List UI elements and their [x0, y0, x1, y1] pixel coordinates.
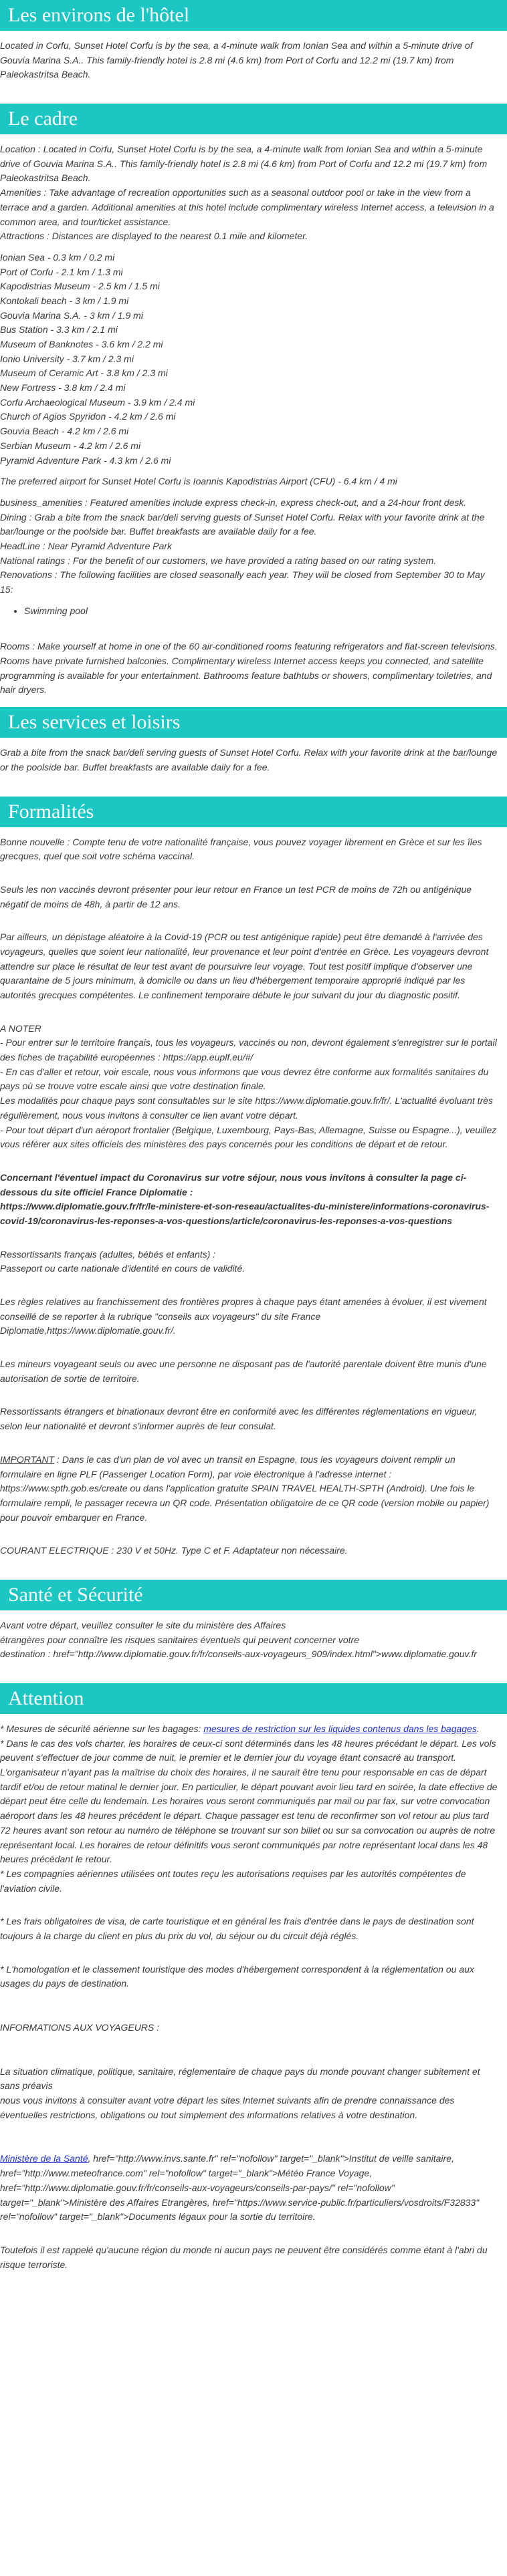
attention-terrorism: Toutefois il est rappelé qu'aucune région du monde ni aucun pays ne peuvent être considérés comme étant à l'abri du risque terroriste.: [0, 2244, 488, 2270]
cadre-closed-facilities-list: [0, 604, 507, 619]
cadre-rooms: Rooms : Make yourself at home in one of the 60 air-conditioned rooms featuring refrigerators and flat-screen televisions. Rooms have private furnished balconies. Complimentary wireless Internet access keeps you connected, and satellite programming is available for your entertainment. Bathrooms feature bathtubs or showers, complimentary toiletries, and hair dryers.: [0, 641, 498, 696]
formalites-test-requirement: Seuls les non vaccinés devront présenter pour leur retour en France un test PCR de moins de 72h ou antigénique négatif de moins de 48h, à partir de 12 ans.: [0, 883, 472, 909]
formalites-electric-current: COURANT ELECTRIQUE : 230 V et 50Hz. Type C et F. Adaptateur non nécessaire.: [0, 1545, 348, 1556]
section-title-sante: Santé et Sécurité: [0, 1580, 507, 1610]
section-cadre: [0, 104, 507, 698]
cadre-location-amenities: Location : Located in Corfu, Sunset Hotel Corfu is by the sea, a 4-minute walk from Ionian Sea and within a 5-minute drive of Gouvia Marina S.A.. This family-friendly hotel is 2.8 mi (4.6 km) from Port of Corfu and 12.2 mi (19.7 km) from Paleokastritsa Beach. Amenities : Take advantage of recreation opportunities such as a seasonal outdoor pool or take in the view from a terrace and a garden. Additional amenities at this hotel include complimentary wireless Internet access, a television in a common area, and tour/ticket assistance. Attractions : Distances are displayed to the nearest 0.1 mile and kilometer.: [0, 144, 494, 242]
sante-description: Avant votre départ, veuillez consulter le site du ministère des Affaires étrangères pour connaître les risques sanitaires éventuels qui peuvent concerner votre destination : href="http://www.diplomatie.gouv.fr/fr/conseils-aux-voyageurs_909/index.html">www.diplomatie.gouv.fr: [0, 1619, 477, 1660]
attention-security-measures: [0, 1722, 498, 1896]
formalites-coronavirus-link[interactable]: Concernant l'éventuel impact du Coronavirus sur votre séjour, nous vous invitons à consulter la page ci-dessous du site officiel France Diplomatie : https://www.diplomatie.gouv.fr/fr/le-ministere-et-son-reseau/actualites-du-ministere/informations-coronavirus-covid-19/coronavirus-les-reponses-a-vos-questions/article/coronavirus-les-reponses-a-vos-questions: [0, 1171, 490, 1226]
formalites-good-news: Bonne nouvelle : Compte tenu de votre nationalité française, vous pouvez voyager librement en Grèce et sur les îles grecques, quel que soit votre schéma vaccinal.: [0, 836, 482, 862]
section-sante: [0, 1580, 507, 1662]
ministere-sante-link[interactable]: Ministère de la Santé: [0, 2153, 88, 2164]
section-formalites: [0, 797, 507, 1558]
formalites-random-screening: Par ailleurs, un dépistage aléatoire à la Covid-19 (PCR ou test antigénique rapide) peut être demandé à l'arrivée des voyageurs, quelles que soient leur nationalité, leur provenance et leur point d'entrée en Grèce. Les voyageurs devront attendre sur place le résultat de leur test avant de poursuivre leur voyage. Tout test positif implique d'observer une quarantaine de 5 jours minimum, à domicile ou dans un lieu d'hébergement temporaire approprié indiqué par les autorités grecques compétentes. Le confinement temporaire débute le jour suivant du jour du diagnostic positif.: [0, 932, 489, 1000]
formalites-minors: Les mineurs voyageant seuls ou avec une personne ne disposant pas de l'autorité parentale doivent être munis d'une autorisation de sortie de territoire.: [0, 1358, 487, 1384]
section-services: [0, 707, 507, 774]
environs-description: Located in Corfu, Sunset Hotel Corfu is by the sea, a 4-minute walk from Ionian Sea and within a 5-minute drive of Gouvia Marina S.A.. This family-friendly hotel is 2.8 mi (4.6 km) from Port of Corfu and 12.2 mi (19.7 km) from Paleokastritsa Beach.: [0, 40, 473, 80]
services-description: Grab a bite from the snack bar/deli serving guests of Sunset Hotel Corfu. Relax with your favorite drink at the bar/lounge or the poolside bar. Buffet breakfasts are available daily for a fee.: [0, 747, 498, 772]
liquids-restriction-link[interactable]: mesures de restriction sur les liquides contenus dans les bagages: [203, 1723, 477, 1734]
attention-charter-text: . * Dans le cas des vols charter, les horaires de ceux-ci sont déterminés dans les 48 heures précédant le départ. Les vols peuvent s'effectuer de jour comme de nuit, le premier et le dernier jour du voyage étant consacré au transport. L'organisateur n'ayant pas la maîtrise du choix des horaires, il ne saurait être tenu pour responsable en cas de départ tardif et/ou de retour matinal le dernier jour. En particulier, le départ pouvant avoir lieu tard en soirée, la date effective de départ peut être celle du lendemain. Les horaires vous seront communiqués par mail ou par fax, sur votre convocation aéroport dans les 48 heures précédent le départ. Chaque passager est tenu de reconfirmer son vol retour au plus tard 72 heures avant son retour au numéro de téléphone se trouvant sur son billet ou sur sa convocation ou auprès de notre représentant local. Les horaires de retour définitifs vous seront communiqués par notre représentant local dans les 48 heures précédant le retour. * Les compagnies aériennes utilisées ont toutes reçu les autorisations requises par les autorités compétentes de l'aviation civile.: [0, 1723, 498, 1894]
formalites-french-nationals: Ressortissants français (adultes, bébés et enfants) : Passeport ou carte nationale d'identité en cours de validité.: [0, 1248, 245, 1274]
cadre-distances-list: Ionian Sea - 0.3 km / 0.2 mi Port of Corfu - 2.1 km / 1.3 mi Kapodistrias Museum - 2.5 km / 1.5 mi Kontokali beach - 3 km / 1.9 mi Gouvia Marina S.A. - 3 km / 1.9 mi Bus Station - 3.3 km / 2.1 mi Museum of Banknotes - 3.6 km / 2.2 mi Ionio University - 3.7 km / 2.3 mi Museum of Ceramic Art - 3.8 km / 2.3 mi New Fortress - 3.8 km / 2.4 mi Corfu Archaeological Museum - 3.9 km / 2.4 mi Church of Agios Spyridon - 4.2 km / 2.6 mi Gouvia Beach - 4.2 km / 2.6 mi Serbian Museum - 4.2 km / 2.6 mi Pyramid Adventure Park - 4.3 km / 2.6 mi: [0, 251, 195, 466]
attention-homologation: * L'homologation et le classement touristique des modes d'hébergement correspondent à la réglementation ou aux usages du pays de destination.: [0, 1963, 474, 1989]
cadre-business-dining: business_amenities : Featured amenities include express check-in, express check-out, and a 24-hour front desk. Dining : Grab a bite from the snack bar/deli serving guests of Sunset Hotel Corfu. Relax with your favorite drink at the bar/lounge or the poolside bar. Buffet breakfasts are available daily for a fee. HeadLine : Near Pyramid Adventure Park National ratings : For the benefit of our customers, we have provided a rating based on our rating system. Renovations : The following facilities are closed seasonally each year. They will be closed from September 30 to May 15:: [0, 496, 485, 595]
attention-travelers-info-heading: INFORMATIONS AUX VOYAGEURS :: [0, 2022, 160, 2033]
formalites-foreign-nationals: Ressortissants étrangers et binationaux devront être en conformité avec les différentes réglementations en vigueur, selon leur nationalité et devront s'informer auprès de leur consulat.: [0, 1406, 478, 1432]
important-text: : Dans le cas d'un plan de vol avec un transit en Espagne, tous les voyageurs doivent remplir un formulaire en ligne PLF (Passenger Location Form), par voie électronique à l'adresse internet : https://www.spth.gob.es/create ou dans l'application gratuite SPAIN TRAVEL HEALTH-SPTH (Android). Une fois le formulaire rempli, le passager recevra un QR code. Présentation obligatoire de ce QR code (version mobile ou papier) pour pouvoir embarquer en France.: [0, 1453, 490, 1523]
attention-links-text: , href="http://www.invs.sante.fr" rel="nofollow" target="_blank">Institut de veille sanitaire, href="http://www.meteofrance.com" rel="nofollow" target="_blank">Météo France Voyage, href="http://www.diplomatie.gouv.fr/fr/conseils-aux-voyageurs/conseils-par-pays/" rel="nofollow" target="_blank">Ministère des Affaires Etrangères, href="https://www.service-public.fr/particuliers/vosdroits/F32833" rel="nofollow" target="_blank">Documents légaux pour la sortie du territoire.: [0, 2153, 480, 2223]
attention-prefix: * Mesures de sécurité aérienne sur les bagages:: [0, 1723, 204, 1734]
attention-situation: La situation climatique, politique, sanitaire, réglementaire de chaque pays du monde pouvant changer subitement et sans préavis nous vous invitons à consulter avant votre départ les sites Internet suivants afin de prendre connaissance des éventuelles restrictions, obligations ou tout simplement des informations relatives à votre destination.: [0, 2065, 480, 2120]
list-item: • Swimming pool: [24, 604, 507, 619]
attention-links: [0, 2152, 498, 2224]
section-title-services: Les services et loisirs: [0, 707, 507, 738]
formalites-border-rules: Les règles relatives au franchissement des frontières propres à chaque pays étant amenées à évoluer, il est vivement conseillé de se reporter à la rubrique "conseils aux voyageurs" du site France Diplomatie,https://www.diplomatie.gouv.fr/.: [0, 1296, 487, 1336]
section-title-cadre: Le cadre: [0, 104, 507, 134]
cadre-airport: The preferred airport for Sunset Hotel Corfu is Ioannis Kapodistrias Airport (CFU) - 6.4 km / 4 mi: [0, 476, 397, 487]
section-title-attention: Attention: [0, 1683, 507, 1714]
important-label: IMPORTANT: [0, 1453, 55, 1465]
attention-visa-fees: * Les frais obligatoires de visa, de carte touristique et en général les frais d'entrée dans le pays de destination sont toujours à la charge du client en plus du prix du vol, du séjour ou du circuit déjà réglés.: [0, 1916, 474, 1941]
section-attention: [0, 1683, 507, 2272]
section-title-formalites: Formalités: [0, 797, 507, 827]
section-environs: [0, 0, 507, 82]
formalites-a-noter: A NOTER - Pour entrer sur le territoire français, tous les voyageurs, vaccinés ou non, devront également s'enregistrer sur le portail des fiches de traçabilité européennes : https://app.euplf.eu/#/ - En cas d'aller et retour, voir escale, nous vous informons que vous devrez être conforme aux formalités sanitaires du pays où se trouve votre escale ainsi que votre destination finale. Les modalités pour chaque pays sont consultables sur le site https://www.diplomatie.gouv.fr/fr/. L'actualité évoluant très régulièrement, nous vous invitons à consulter ce lien avant votre départ. - Pour tout départ d'un aéroport frontalier (Belgique, Luxembourg, Pays-Bas, Allemagne, Suisse ou Espagne...), veuillez vous référer aux sites officiels des ministères des pays concernés pour les conditions de départ et de retour.: [0, 1022, 497, 1150]
section-title-environs: Les environs de l'hôtel: [0, 0, 507, 31]
formalites-important-spain: [0, 1453, 498, 1525]
